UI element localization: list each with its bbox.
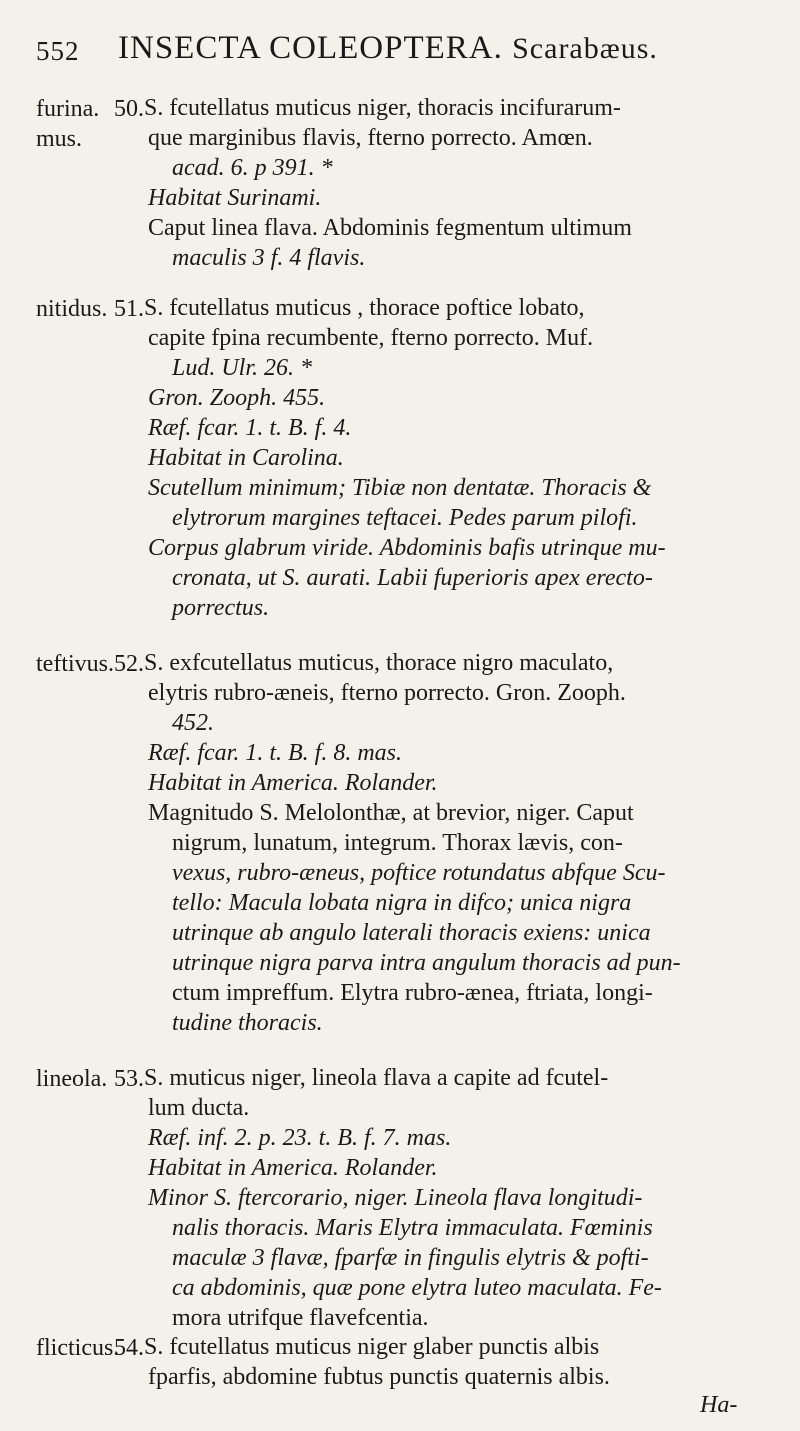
- entry-number: 50.: [114, 96, 144, 122]
- entry-text-line: S. fcutellatus muticus niger, thoracis incifurarum-: [144, 95, 621, 121]
- entry-number: 52.: [114, 651, 144, 677]
- entry-text-line: fparfis, abdomine fubtus punctis quaternis albis.: [148, 1364, 610, 1390]
- running-title: [118, 30, 658, 67]
- running-title-text: INSECTA COLEOPTERA.: [118, 30, 503, 66]
- entry-text-line: tudine thoracis.: [172, 1010, 323, 1036]
- entry-text-line: que marginibus flavis, fterno porrecto. Amœn.: [148, 125, 593, 151]
- entry-text-line: acad. 6. p 391. *: [172, 155, 333, 181]
- entry-text-line: utrinque nigra parva intra angulum thoracis ad pun-: [172, 950, 681, 976]
- species-margin-name: teftivus.: [36, 651, 114, 677]
- entry-text-line: utrinque ab angulo laterali thoracis exiens: unica: [172, 920, 651, 946]
- entry-text-line: Minor S. ftercorario, niger. Lineola flava longitudi-: [148, 1185, 643, 1211]
- entry-text-line: porrectus.: [172, 595, 270, 621]
- entry-text-line: Scutellum minimum; Tibiæ non dentatæ. Thoracis &: [148, 475, 652, 501]
- entry-text-line: tello: Macula lobata nigra in difco; unica nigra: [172, 890, 632, 916]
- entry-text-line: Gron. Zooph. 455.: [148, 385, 326, 411]
- entry-text-line: elytrorum margines teftacei. Pedes parum pilofi.: [172, 505, 638, 531]
- entry-text-line: Caput linea flava. Abdominis fegmentum ultimum: [148, 215, 632, 241]
- entry-text-line: mora utrifque flavefcentia.: [172, 1305, 429, 1331]
- entry-text-line: Corpus glabrum viride. Abdominis bafis utrinque mu-: [148, 535, 666, 561]
- entry-number: 54.: [114, 1335, 144, 1361]
- entry-text-line: ca abdominis, quæ pone elytra luteo maculata. Fe-: [172, 1275, 662, 1301]
- species-margin-name: mus.: [36, 126, 83, 152]
- entry-text-line: elytris rubro-æneis, fterno porrecto. Gron. Zooph.: [148, 680, 626, 706]
- page-header: [36, 24, 770, 74]
- entry-text-line: maculæ 3 flavæ, fparfæ in fingulis elytris & pofti-: [172, 1245, 649, 1271]
- entry-text-line: nalis thoracis. Maris Elytra immaculata. Fœminis: [172, 1215, 653, 1241]
- entry-text-line: nigrum, lunatum, integrum. Thorax lævis, con-: [172, 830, 623, 856]
- entry-text-line: Habitat in Carolina.: [148, 445, 344, 471]
- running-title-family: Scarabæus.: [512, 32, 658, 65]
- entry-text-line: Habitat Surinami.: [148, 185, 322, 211]
- entry-text-line: S. muticus niger, lineola flava a capite ad fcutel-: [144, 1065, 609, 1091]
- entry-text-line: maculis 3 f. 4 flavis.: [172, 245, 366, 271]
- species-margin-name: lineola.: [36, 1066, 108, 1092]
- entry-text-line: S. fcutellatus muticus , thorace poftice lobato,: [144, 295, 585, 321]
- page-number: 552: [36, 36, 80, 66]
- entry-text-line: capite fpina recumbente, fterno porrecto. Muf.: [148, 325, 594, 351]
- entry-text-line: Ræf. fcar. 1. t. B. f. 4.: [148, 415, 352, 441]
- entry-text-line: ctum impreffum. Elytra rubro-ænea, ftriata, longi-: [172, 980, 653, 1006]
- entry-text-line: S. fcutellatus muticus niger glaber punctis albis: [144, 1334, 600, 1360]
- entry-text-line: Magnitudo S. Melolonthæ, at brevior, niger. Caput: [148, 800, 634, 826]
- entry-text-line: Lud. Ulr. 26. *: [172, 355, 313, 381]
- entry-text-line: cronata, ut S. aurati. Labii fuperioris apex erecto-: [172, 565, 653, 591]
- entry-number: 51.: [114, 296, 144, 322]
- entry-text-line: Habitat in America. Rolander.: [148, 770, 438, 796]
- entry-text-line: Ræf. inf. 2. p. 23. t. B. f. 7. mas.: [148, 1125, 452, 1151]
- entry-text-line: Ræf. fcar. 1. t. B. f. 8. mas.: [148, 740, 403, 766]
- species-margin-name: nitidus.: [36, 296, 108, 322]
- entry-text-line: vexus, rubro-æneus, poftice rotundatus abfque Scu-: [172, 860, 666, 886]
- entry-text-line: lum ducta.: [148, 1095, 250, 1121]
- catchword: Ha-: [700, 1392, 738, 1418]
- entry-text-line: S. exfcutellatus muticus, thorace nigro maculato,: [144, 650, 614, 676]
- species-margin-name: flicticus.: [36, 1335, 120, 1361]
- entry-text-line: 452.: [172, 710, 214, 736]
- entry-number: 53.: [114, 1066, 144, 1092]
- species-margin-name: furina.: [36, 96, 100, 122]
- entry-text-line: Habitat in America. Rolander.: [148, 1155, 438, 1181]
